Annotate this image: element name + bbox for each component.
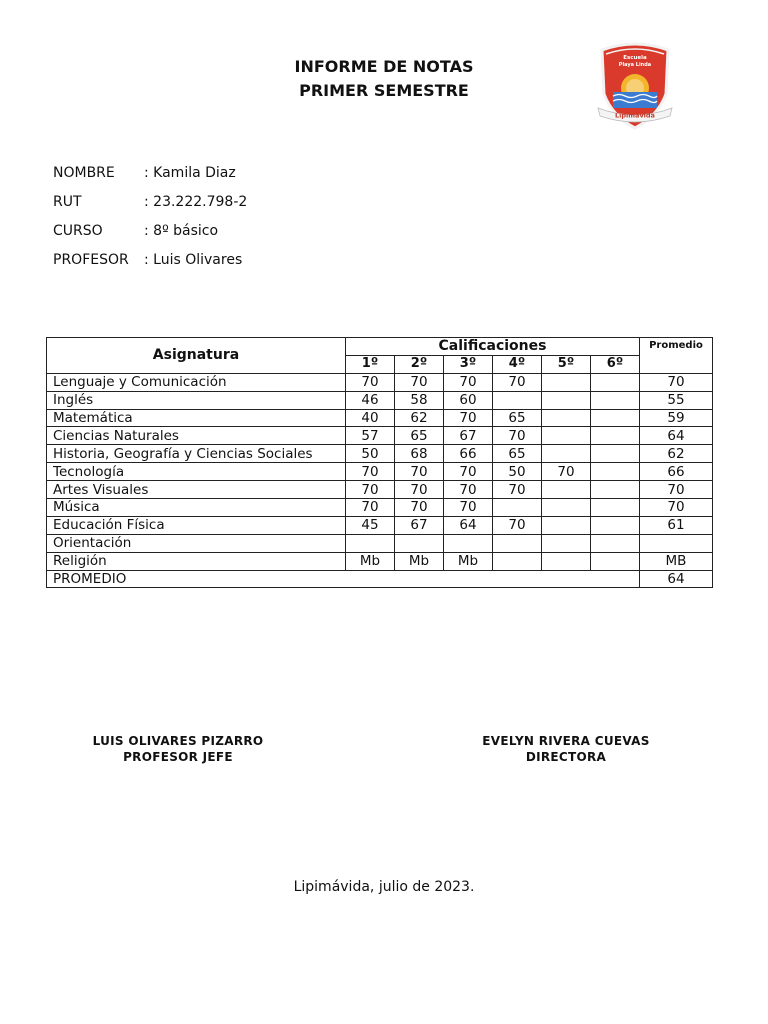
grade-cell: 70 [444, 463, 493, 481]
period-header: 3º [444, 355, 493, 373]
subject-cell: Inglés [47, 391, 346, 409]
table-row [47, 445, 713, 463]
table-row [47, 373, 713, 391]
info-label: PROFESOR [53, 252, 129, 268]
signature-name: LUIS OLIVARES PIZARRO [92, 734, 264, 748]
grade-cell [591, 552, 640, 570]
grade-cell [542, 552, 591, 570]
school-crest-logo [596, 40, 674, 132]
table-row [47, 427, 713, 445]
grade-cell [493, 534, 542, 552]
grade-cell [542, 499, 591, 517]
grade-cell [542, 445, 591, 463]
grade-cell: 70 [444, 373, 493, 391]
grade-cell [591, 409, 640, 427]
subject-cell: Música [47, 499, 346, 517]
subject-cell: Tecnología [47, 463, 346, 481]
grade-cell: 70 [395, 481, 444, 499]
period-header: 2º [395, 355, 444, 373]
table-row [47, 463, 713, 481]
grade-cell [395, 534, 444, 552]
average-cell: 61 [640, 516, 713, 534]
subject-cell: Artes Visuales [47, 481, 346, 499]
grade-cell: 68 [395, 445, 444, 463]
grade-cell: 58 [395, 391, 444, 409]
grade-cell: 50 [346, 445, 395, 463]
grade-cell: 70 [493, 481, 542, 499]
header-calificaciones: Calificaciones [346, 338, 640, 356]
info-value: : Luis Olivares [144, 252, 243, 268]
grade-cell: 70 [395, 373, 444, 391]
grade-cell [591, 391, 640, 409]
signature-director [466, 733, 666, 765]
grade-cell: 65 [493, 445, 542, 463]
grades-body [47, 373, 713, 570]
grade-cell [591, 463, 640, 481]
logo-text-line2: Playa Linda [618, 62, 652, 68]
table-row [47, 409, 713, 427]
grades-table [46, 337, 713, 588]
grade-cell [542, 391, 591, 409]
subject-cell: Religión [47, 552, 346, 570]
grade-cell [591, 481, 640, 499]
header-asignatura: Asignatura [47, 338, 346, 374]
table-row [47, 481, 713, 499]
average-cell [640, 534, 713, 552]
subject-cell: Historia, Geografía y Ciencias Sociales [47, 445, 346, 463]
subject-cell: Lenguaje y Comunicación [47, 373, 346, 391]
grade-cell [591, 534, 640, 552]
grade-cell: 70 [493, 427, 542, 445]
signature-role: PROFESOR JEFE [123, 750, 233, 764]
logo-ribbon-text: Lipimávida [615, 111, 655, 120]
average-cell: 70 [640, 481, 713, 499]
grade-cell [542, 373, 591, 391]
grade-cell: 64 [444, 516, 493, 534]
average-cell: 59 [640, 409, 713, 427]
average-cell: 70 [640, 499, 713, 517]
grade-cell: 45 [346, 516, 395, 534]
grade-cell [591, 373, 640, 391]
total-label: PROMEDIO [47, 570, 640, 588]
grade-cell: 70 [444, 481, 493, 499]
grade-cell: 70 [346, 499, 395, 517]
grade-cell: 70 [395, 499, 444, 517]
grade-cell: 67 [444, 427, 493, 445]
grade-cell: 70 [346, 373, 395, 391]
grade-cell: 57 [346, 427, 395, 445]
grade-cell: Mb [395, 552, 444, 570]
grade-cell [542, 409, 591, 427]
grade-cell: 70 [493, 373, 542, 391]
report-title: INFORME DE NOTAS [294, 57, 474, 76]
subject-cell: Matemática [47, 409, 346, 427]
info-label: CURSO [53, 223, 103, 239]
table-row [47, 534, 713, 552]
info-label: NOMBRE [53, 165, 115, 181]
grade-cell: 70 [493, 516, 542, 534]
period-header: 5º [542, 355, 591, 373]
grade-cell [542, 427, 591, 445]
grade-cell: Mb [444, 552, 493, 570]
grade-cell [542, 481, 591, 499]
grade-cell: 70 [346, 463, 395, 481]
info-value: : 23.222.798-2 [144, 194, 248, 210]
total-average: 64 [640, 570, 713, 588]
table-row [47, 499, 713, 517]
grade-cell: 70 [542, 463, 591, 481]
average-cell: 55 [640, 391, 713, 409]
grade-cell [444, 534, 493, 552]
table-row [47, 391, 713, 409]
grade-cell [591, 445, 640, 463]
logo-text-line1: Escuela [623, 55, 647, 61]
grade-cell [346, 534, 395, 552]
grade-cell [591, 499, 640, 517]
grade-cell: 66 [444, 445, 493, 463]
grade-cell [493, 391, 542, 409]
grade-cell [493, 552, 542, 570]
grade-cell: 65 [493, 409, 542, 427]
grade-cell: 46 [346, 391, 395, 409]
average-cell: 62 [640, 445, 713, 463]
grade-cell: 67 [395, 516, 444, 534]
info-value: : 8º básico [144, 223, 219, 239]
grade-cell: Mb [346, 552, 395, 570]
grade-cell: 60 [444, 391, 493, 409]
place-date: Lipimávida, julio de 2023. [293, 879, 475, 895]
average-cell: 66 [640, 463, 713, 481]
grade-cell: 62 [395, 409, 444, 427]
period-header: 6º [591, 355, 640, 373]
grade-cell: 40 [346, 409, 395, 427]
grade-cell: 70 [395, 463, 444, 481]
info-value: : Kamila Diaz [144, 165, 236, 181]
header-promedio: Promedio [640, 338, 713, 374]
grade-cell: 70 [346, 481, 395, 499]
grade-cell [591, 516, 640, 534]
signature-role: DIRECTORA [525, 750, 607, 764]
average-cell: MB [640, 552, 713, 570]
subject-cell: Orientación [47, 534, 346, 552]
info-label: RUT [53, 194, 82, 210]
signature-teacher [74, 733, 282, 765]
grade-cell: 70 [444, 499, 493, 517]
table-row [47, 516, 713, 534]
grade-cell [542, 516, 591, 534]
grade-cell [542, 534, 591, 552]
subject-cell: Ciencias Naturales [47, 427, 346, 445]
period-header: 1º [346, 355, 395, 373]
total-row [47, 570, 713, 588]
average-cell: 64 [640, 427, 713, 445]
grade-cell: 50 [493, 463, 542, 481]
report-subtitle: PRIMER SEMESTRE [299, 81, 469, 100]
signature-name: EVELYN RIVERA CUEVAS [482, 734, 650, 748]
average-cell: 70 [640, 373, 713, 391]
table-row [47, 552, 713, 570]
grade-cell: 70 [444, 409, 493, 427]
period-header: 4º [493, 355, 542, 373]
grade-cell: 65 [395, 427, 444, 445]
grade-cell [591, 427, 640, 445]
grade-cell [493, 499, 542, 517]
subject-cell: Educación Física [47, 516, 346, 534]
